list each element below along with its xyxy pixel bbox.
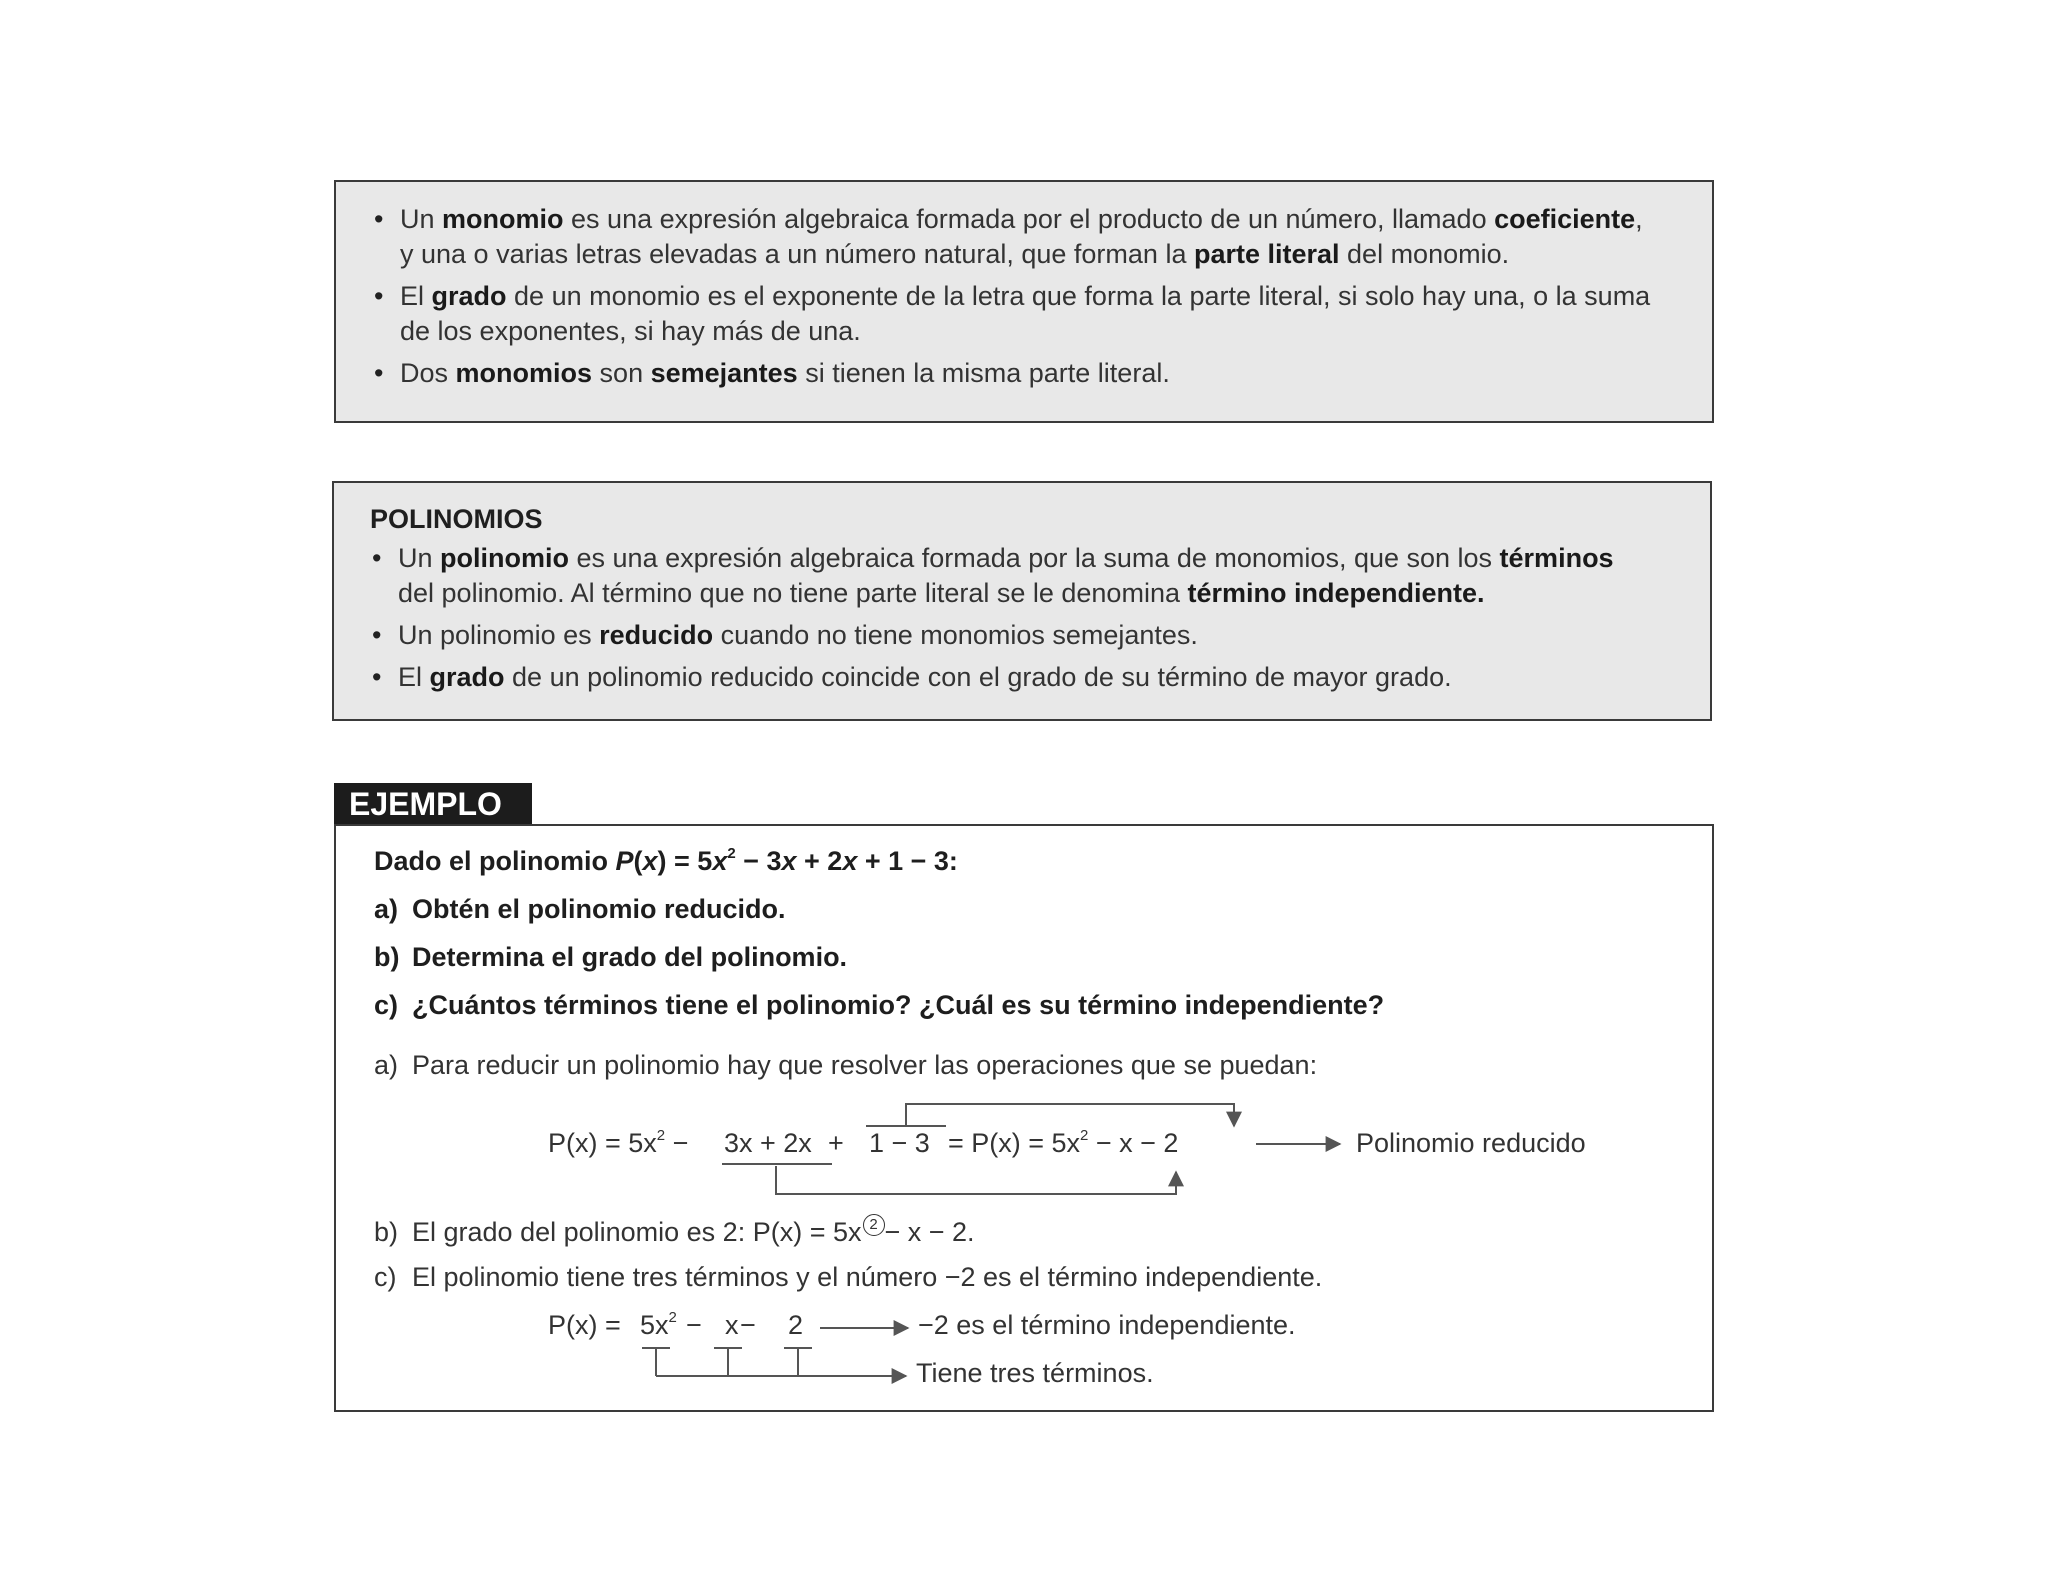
term-1: $5x^2$ <box>640 1309 677 1340</box>
answer-c: c) El polinomio tiene tres términos y el número −2 es el término independiente. <box>374 1262 1323 1292</box>
definition-grado-polinomio: • El grado de un polinomio reducido coincide con el grado de su término de mayor grado. <box>370 660 1670 695</box>
term-grado: grado <box>429 662 505 692</box>
box-title: POLINOMIOS <box>370 504 543 534</box>
connector-arrows <box>336 826 1716 1414</box>
equation-group-constants: 1 − 3 <box>869 1128 930 1158</box>
definition-grado-monomio: • El grado de un monomio es el exponente de la letra que forma la parte literal, si solo hay una, o la suma de los exponentes, si hay más de una. <box>372 279 1672 349</box>
term-2: x <box>725 1310 739 1340</box>
definition-reducido: • Un polinomio es reducido cuando no tiene monomios semejantes. <box>370 618 1670 653</box>
equation-reduced-result: = $P(x) = 5x^2 - x - 2$ <box>948 1127 1179 1158</box>
term-coeficiente: coeficiente <box>1494 204 1636 234</box>
equation-group-x-terms: 3x + 2x <box>724 1128 812 1158</box>
label-tres-terminos: Tiene tres términos. <box>916 1358 1154 1388</box>
operator-minus-2: − <box>740 1310 756 1340</box>
term-grado: grado <box>431 281 507 311</box>
term-monomios: monomios <box>455 358 593 388</box>
ejemplo-tab: EJEMPLO <box>334 783 532 826</box>
answer-b: b) El grado del polinomio es 2: P(x) = 5x 2 − x − 2. <box>374 1216 975 1247</box>
definition-semejantes: • Dos monomios son semejantes si tienen la misma parte literal. <box>372 356 1672 391</box>
equation-plus: + <box>828 1128 844 1158</box>
ejemplo-box <box>334 824 1714 1412</box>
circled-degree: 2 <box>863 1214 885 1236</box>
polinomio-definition-list <box>370 541 1670 695</box>
polinomio-definition-box <box>332 481 1712 721</box>
answer-a: a) Para reducir un polinomio hay que resolver las operaciones que se puedan: <box>374 1050 1318 1080</box>
label-polinomio-reducido: Polinomio reducido <box>1356 1128 1586 1158</box>
definition-polinomio: • Un polinomio es una expresión algebraica formada por la suma de monomios, que son los términos del polinomio. Al término que no tiene parte literal se le denomina término independiente. <box>370 541 1670 611</box>
question-c: c) ¿Cuántos términos tiene el polinomio? ¿Cuál es su término independiente? <box>374 990 1385 1020</box>
monomio-definition-list <box>372 202 1672 391</box>
monomio-definition-box <box>334 180 1714 423</box>
label-termino-independiente: −2 es el término independiente. <box>918 1310 1296 1340</box>
example-statement: Dado el polinomio $P(x) = 5x^2 - 3x + 2x + 1 - 3$: <box>374 845 958 876</box>
definition-monomio: • Un monomio es una expresión algebraica formada por el producto de un número, llamado coeficiente, y una o varias letras elevadas a un número natural, que forman la parte literal del monomio. <box>372 202 1672 272</box>
term-semejantes: semejantes <box>650 358 798 388</box>
operator-minus-1: − <box>686 1310 702 1340</box>
term-termino-independiente: término independiente. <box>1187 578 1485 608</box>
equation-reduction-lhs: $P(x) = 5x^2$ − <box>548 1127 689 1158</box>
equation-terms-lhs: P(x) = <box>548 1310 621 1340</box>
term-3: 2 <box>788 1310 804 1340</box>
term-monomio: monomio <box>442 204 564 234</box>
term-polinomio: polinomio <box>440 543 570 573</box>
term-terminos: términos <box>1499 543 1614 573</box>
term-reducido: reducido <box>599 620 714 650</box>
term-parte-literal: parte literal <box>1193 239 1340 269</box>
question-a: a) Obtén el polinomio reducido. <box>374 894 786 924</box>
question-b: b) Determina el grado del polinomio. <box>374 942 848 972</box>
